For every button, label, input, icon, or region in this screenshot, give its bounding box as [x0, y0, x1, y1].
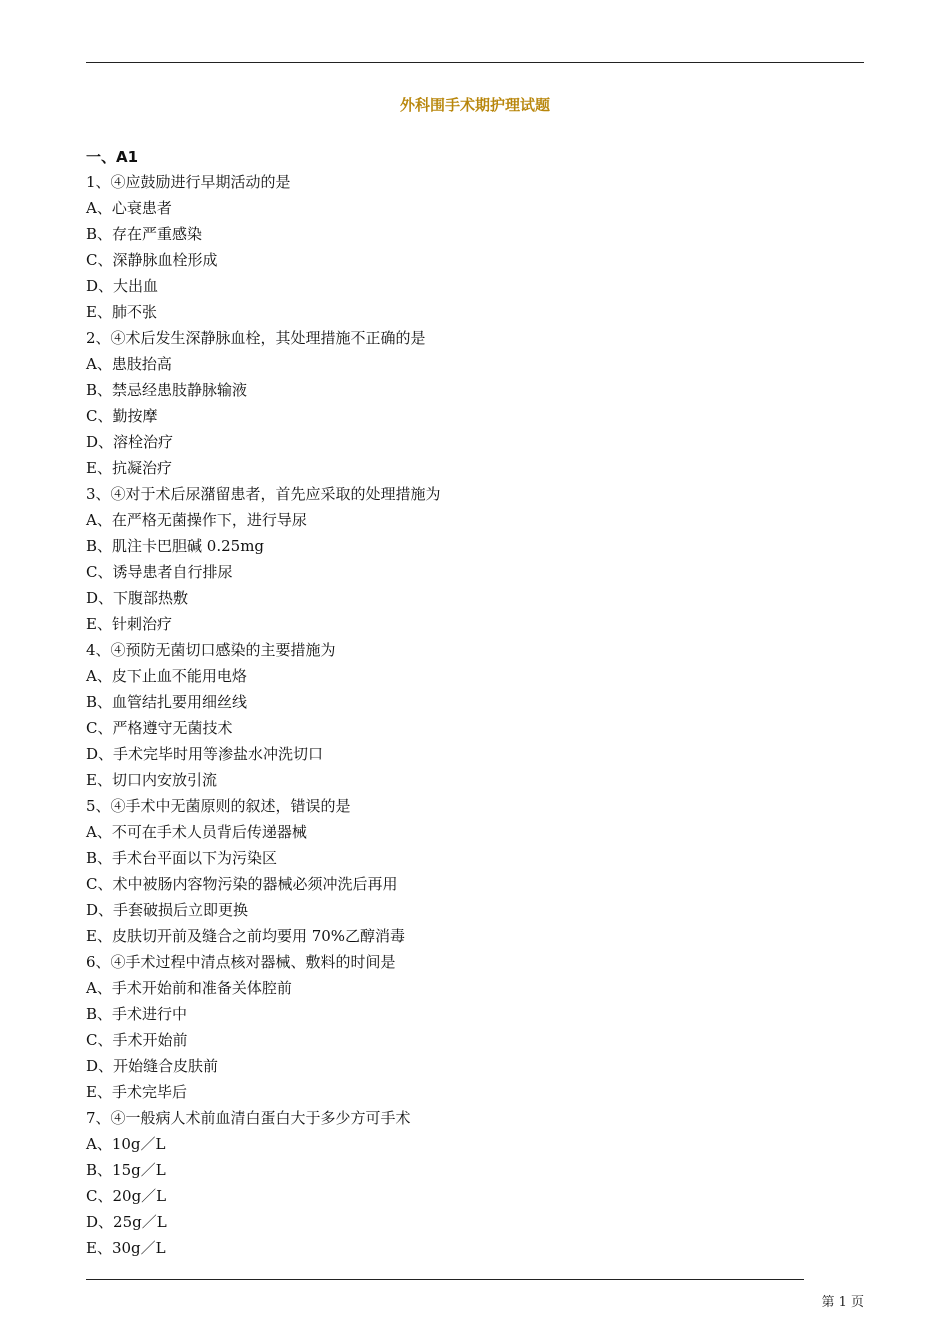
answer-option: D、手套破损后立即更换: [86, 901, 249, 919]
question-stem: 7、④一般病人术前血清白蛋白大于多少方可手术: [86, 1109, 411, 1127]
answer-option: A、心衰患者: [86, 199, 172, 217]
answer-option: C、诱导患者自行排尿: [86, 563, 233, 581]
answer-option: E、手术完毕后: [86, 1083, 187, 1101]
question-stem: 2、④术后发生深静脉血栓，其处理措施不正确的是: [86, 329, 426, 347]
answer-option: C、勤按摩: [86, 407, 158, 425]
answer-option: B、禁忌经患肢静脉输液: [86, 381, 248, 399]
answer-option: C、深静脉血栓形成: [86, 251, 218, 269]
answer-option: B、手术进行中: [86, 1005, 188, 1023]
answer-option: D、25g／L: [86, 1213, 167, 1231]
question-stem: 6、④手术过程中清点核对器械、敷料的时间是: [86, 953, 396, 971]
footer-rule: [86, 1279, 804, 1280]
answer-option: D、溶栓治疗: [86, 433, 174, 451]
answer-option: C、术中被肠内容物污染的器械必须冲洗后再用: [86, 875, 398, 893]
answer-option: B、血管结扎要用细丝线: [86, 693, 248, 711]
answer-option: B、手术台平面以下为污染区: [86, 849, 278, 867]
answer-option: E、抗凝治疗: [86, 459, 172, 477]
answer-option: B、存在严重感染: [86, 225, 203, 243]
answer-option: C、手术开始前: [86, 1031, 188, 1049]
answer-option: D、下腹部热敷: [86, 589, 189, 607]
question-stem: 5、④手术中无菌原则的叙述，错误的是: [86, 797, 351, 815]
question-stem: 4、④预防无菌切口感染的主要措施为: [86, 641, 336, 659]
question-stem: 3、④对于术后尿潴留患者，首先应采取的处理措施为: [86, 485, 441, 503]
section-heading: 一、A1: [86, 148, 139, 166]
question-list: [86, 172, 806, 1264]
answer-option: E、皮肤切开前及缝合之前均要用 70%乙醇消毒: [86, 927, 406, 945]
answer-option: A、手术开始前和准备关体腔前: [86, 979, 292, 997]
answer-option: B、肌注卡巴胆碱 0.25mg: [86, 537, 265, 555]
answer-option: A、在严格无菌操作下，进行导尿: [86, 511, 307, 529]
page-number: 第 1 页: [821, 1295, 864, 1310]
answer-option: A、10g／L: [86, 1135, 166, 1153]
answer-option: E、30g／L: [86, 1239, 166, 1257]
answer-option: D、大出血: [86, 277, 159, 295]
answer-option: D、手术完毕时用等渗盐水冲洗切口: [86, 745, 324, 763]
answer-option: D、开始缝合皮肤前: [86, 1057, 219, 1075]
answer-option: C、20g／L: [86, 1187, 167, 1205]
answer-option: E、肺不张: [86, 303, 157, 321]
answer-option: E、针刺治疗: [86, 615, 172, 633]
answer-option: E、切口内安放引流: [86, 771, 217, 789]
answer-option: C、严格遵守无菌技术: [86, 719, 233, 737]
document-title: 外科围手术期护理试题: [399, 96, 550, 114]
question-stem: 1、④应鼓励进行早期活动的是: [86, 173, 291, 191]
answer-option: A、不可在手术人员背后传递器械: [86, 823, 307, 841]
answer-option: A、皮下止血不能用电烙: [86, 667, 247, 685]
header-rule: [86, 62, 864, 63]
answer-option: B、15g／L: [86, 1161, 166, 1179]
answer-option: A、患肢抬高: [86, 355, 172, 373]
